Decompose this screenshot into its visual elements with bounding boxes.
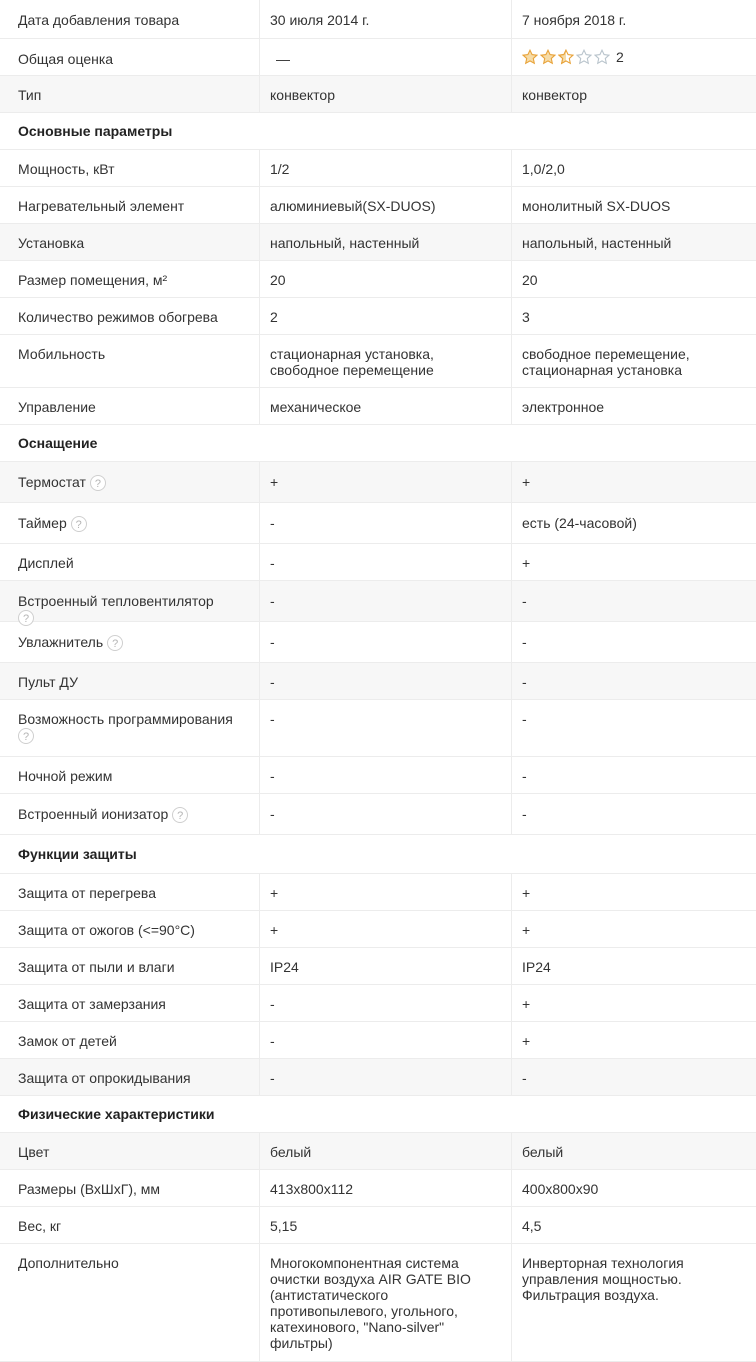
product-2-value: 400x800x90 bbox=[522, 1181, 599, 1197]
spec-label-cell bbox=[0, 757, 260, 793]
spec-label: Защита от пыли и влаги bbox=[18, 959, 175, 975]
table-row bbox=[0, 39, 756, 76]
product-1-value: - bbox=[260, 663, 512, 699]
spec-label-cell bbox=[0, 581, 260, 626]
product-2-value: белый bbox=[522, 1144, 564, 1160]
spec-label: Вес, кг bbox=[18, 1218, 62, 1234]
section-основные-параметры: Основные параметры bbox=[0, 113, 756, 150]
star-filled-icon bbox=[540, 49, 556, 65]
spec-label-cell bbox=[0, 1207, 260, 1243]
product-2-value: 1,0/2,0 bbox=[522, 161, 565, 177]
spec-label: Размер помещения, м² bbox=[18, 272, 168, 288]
table-row bbox=[0, 503, 756, 544]
product-1-value: — bbox=[260, 39, 512, 75]
spec-label-cell bbox=[0, 1170, 260, 1206]
help-icon[interactable]: ? bbox=[71, 516, 87, 532]
help-icon[interactable]: ? bbox=[107, 635, 123, 651]
spec-label: Таймер bbox=[18, 515, 67, 531]
product-1-value: 30 июля 2014 г. bbox=[260, 0, 512, 38]
table-row bbox=[0, 0, 756, 39]
spec-label: Дата добавления товара bbox=[18, 12, 180, 28]
product-2-value: IP24 bbox=[522, 959, 551, 975]
spec-label-cell bbox=[0, 1133, 260, 1169]
table-row bbox=[0, 1170, 756, 1207]
product-2-value: - bbox=[522, 593, 527, 609]
product-2-value: напольный, настенный bbox=[522, 235, 672, 251]
product-1-value: - bbox=[260, 1022, 512, 1058]
product-2-value: есть (24-часовой) bbox=[522, 515, 637, 531]
product-1-value: стационарная установка, свободное перемещение bbox=[260, 335, 512, 387]
spec-label-cell bbox=[0, 0, 260, 38]
spec-label-cell bbox=[0, 1059, 260, 1095]
product-1-value: + bbox=[260, 911, 512, 947]
product-1-value: 413x800x112 bbox=[260, 1170, 512, 1206]
product-1-value: 1/2 bbox=[260, 150, 512, 186]
spec-label: Защита от ожогов (<=90°C) bbox=[18, 922, 195, 938]
table-row bbox=[0, 948, 756, 985]
product-1-value: - bbox=[260, 985, 512, 1021]
table-row bbox=[0, 1022, 756, 1059]
table-row bbox=[0, 757, 756, 794]
table-row bbox=[0, 911, 756, 948]
spec-label: Мобильность bbox=[18, 346, 106, 362]
spec-label-cell bbox=[0, 544, 260, 580]
spec-label: Количество режимов обогрева bbox=[18, 309, 218, 325]
rating-stars[interactable] bbox=[522, 49, 624, 65]
product-1-value: 20 bbox=[260, 261, 512, 297]
product-1-value: алюминиевый(SX-DUOS) bbox=[260, 187, 512, 223]
product-1-value: + bbox=[260, 874, 512, 910]
spec-label-cell bbox=[0, 462, 260, 502]
spec-label: Размеры (ВхШхГ), мм bbox=[18, 1181, 161, 1197]
spec-label: Дополнительно bbox=[18, 1255, 119, 1271]
product-2-value: конвектор bbox=[522, 87, 587, 103]
product-2-value: - bbox=[522, 634, 527, 650]
product-1-value: - bbox=[260, 1059, 512, 1095]
product-2-value: Инверторная технология управления мощностью. Фильтрация воздуха. bbox=[522, 1255, 684, 1303]
spec-label: Управление bbox=[18, 399, 96, 415]
spec-label-cell bbox=[0, 261, 260, 297]
star-half-icon bbox=[558, 49, 574, 65]
product-2-value: 20 bbox=[522, 272, 538, 288]
spec-label: Замок от детей bbox=[18, 1033, 117, 1049]
spec-label: Дисплей bbox=[18, 555, 74, 571]
product-2-value: монолитный SX-DUOS bbox=[522, 198, 671, 214]
product-1-value: - bbox=[260, 544, 512, 580]
product-1-value: - bbox=[260, 503, 512, 543]
spec-label: Встроенный ионизатор bbox=[18, 806, 169, 822]
table-row bbox=[0, 581, 756, 626]
spec-label: Защита от опрокидывания bbox=[18, 1070, 191, 1086]
table-row bbox=[0, 700, 756, 757]
help-icon[interactable]: ? bbox=[172, 807, 188, 823]
table-row bbox=[0, 874, 756, 911]
table-row bbox=[0, 544, 756, 581]
product-1-value: конвектор bbox=[260, 76, 512, 112]
section-физические-характеристики: Физические характеристики bbox=[0, 1096, 756, 1133]
product-1-value: + bbox=[260, 462, 512, 502]
product-1-value: - bbox=[260, 757, 512, 793]
spec-label: Установка bbox=[18, 235, 85, 251]
spec-label-cell bbox=[0, 948, 260, 984]
spec-label-cell bbox=[0, 298, 260, 334]
star-empty-icon bbox=[594, 49, 610, 65]
spec-label-cell bbox=[0, 39, 260, 75]
star-empty-icon bbox=[576, 49, 592, 65]
spec-label-cell bbox=[0, 794, 260, 834]
table-row bbox=[0, 622, 756, 663]
product-1-value: напольный, настенный bbox=[260, 224, 512, 260]
table-row bbox=[0, 298, 756, 335]
product-2-value: - bbox=[522, 711, 527, 727]
product-1-value: 2 bbox=[260, 298, 512, 334]
product-2-value: + bbox=[522, 922, 531, 938]
product-1-value: белый bbox=[260, 1133, 512, 1169]
table-row bbox=[0, 388, 756, 425]
spec-label-cell bbox=[0, 985, 260, 1021]
spec-label-cell bbox=[0, 335, 260, 387]
spec-label-cell bbox=[0, 911, 260, 947]
product-2-value: + bbox=[522, 474, 531, 490]
spec-label-cell bbox=[0, 700, 260, 756]
spec-label: Термостат bbox=[18, 474, 86, 490]
spec-label-cell bbox=[0, 503, 260, 543]
product-2-value: 3 bbox=[522, 309, 530, 325]
spec-label-cell bbox=[0, 76, 260, 112]
spec-label: Общая оценка bbox=[18, 51, 114, 67]
table-row bbox=[0, 663, 756, 700]
section-функции-защиты: Функции защиты bbox=[0, 835, 756, 874]
product-2-value: 4,5 bbox=[522, 1218, 542, 1234]
product-2-value: - bbox=[522, 1070, 527, 1086]
spec-label-cell bbox=[0, 663, 260, 699]
help-icon[interactable]: ? bbox=[18, 610, 34, 626]
spec-label-cell bbox=[0, 1244, 260, 1361]
spec-label: Увлажнитель bbox=[18, 634, 104, 650]
table-row bbox=[0, 187, 756, 224]
product-1-value: - bbox=[260, 622, 512, 662]
help-icon[interactable]: ? bbox=[90, 475, 106, 491]
spec-label-cell bbox=[0, 1022, 260, 1058]
help-icon[interactable]: ? bbox=[18, 728, 34, 744]
table-row bbox=[0, 462, 756, 503]
section-оснащение: Оснащение bbox=[0, 425, 756, 462]
product-1-value: - bbox=[260, 700, 512, 756]
table-row bbox=[0, 1133, 756, 1170]
spec-label: Защита от перегрева bbox=[18, 885, 156, 901]
product-2-value: + bbox=[522, 1033, 531, 1049]
spec-label-cell bbox=[0, 388, 260, 424]
table-row bbox=[0, 1244, 756, 1362]
spec-label: Тип bbox=[18, 87, 42, 103]
product-1-value: Многокомпонентная система очистки воздуха AIR GATE BIO (антистатического противопылевого, угольного, катехинового, "Nano-silver" фильтры) bbox=[260, 1244, 512, 1361]
spec-label-cell bbox=[0, 224, 260, 260]
spec-label-cell bbox=[0, 874, 260, 910]
product-1-value: - bbox=[260, 794, 512, 834]
table-row bbox=[0, 335, 756, 388]
spec-label: Нагревательный элемент bbox=[18, 198, 185, 214]
product-2-value: - bbox=[522, 806, 527, 822]
table-row bbox=[0, 150, 756, 187]
star-filled-icon bbox=[522, 49, 538, 65]
product-1-value: механическое bbox=[260, 388, 512, 424]
rating-count[interactable]: 2 bbox=[616, 49, 624, 65]
product-2-value: - bbox=[522, 674, 527, 690]
table-row bbox=[0, 794, 756, 835]
product-1-value: 5,15 bbox=[260, 1207, 512, 1243]
product-2-value: + bbox=[522, 555, 531, 571]
product-2-value bbox=[512, 39, 756, 75]
spec-label: Цвет bbox=[18, 1144, 50, 1160]
spec-label: Возможность программирования bbox=[18, 711, 233, 727]
table-row bbox=[0, 224, 756, 261]
product-2-value: + bbox=[522, 885, 531, 901]
table-row bbox=[0, 76, 756, 113]
table-row bbox=[0, 985, 756, 1022]
spec-label: Ночной режим bbox=[18, 768, 113, 784]
spec-label: Мощность, кВт bbox=[18, 161, 115, 177]
table-row bbox=[0, 1059, 756, 1096]
product-2-value: электронное bbox=[522, 399, 605, 415]
product-2-value: свободное перемещение, стационарная установка bbox=[522, 346, 690, 378]
product-2-value: 7 ноября 2018 г. bbox=[522, 12, 627, 28]
table-row bbox=[0, 1207, 756, 1244]
product-1-value: - bbox=[260, 581, 512, 621]
spec-label-cell bbox=[0, 187, 260, 223]
spec-label-cell bbox=[0, 150, 260, 186]
table-row bbox=[0, 261, 756, 298]
spec-label-cell bbox=[0, 622, 260, 662]
product-2-value: - bbox=[522, 768, 527, 784]
spec-label: Встроенный тепловентилятор bbox=[18, 593, 214, 609]
product-1-value: IP24 bbox=[260, 948, 512, 984]
product-2-value: + bbox=[522, 996, 531, 1012]
spec-label: Защита от замерзания bbox=[18, 996, 166, 1012]
spec-label: Пульт ДУ bbox=[18, 674, 78, 690]
